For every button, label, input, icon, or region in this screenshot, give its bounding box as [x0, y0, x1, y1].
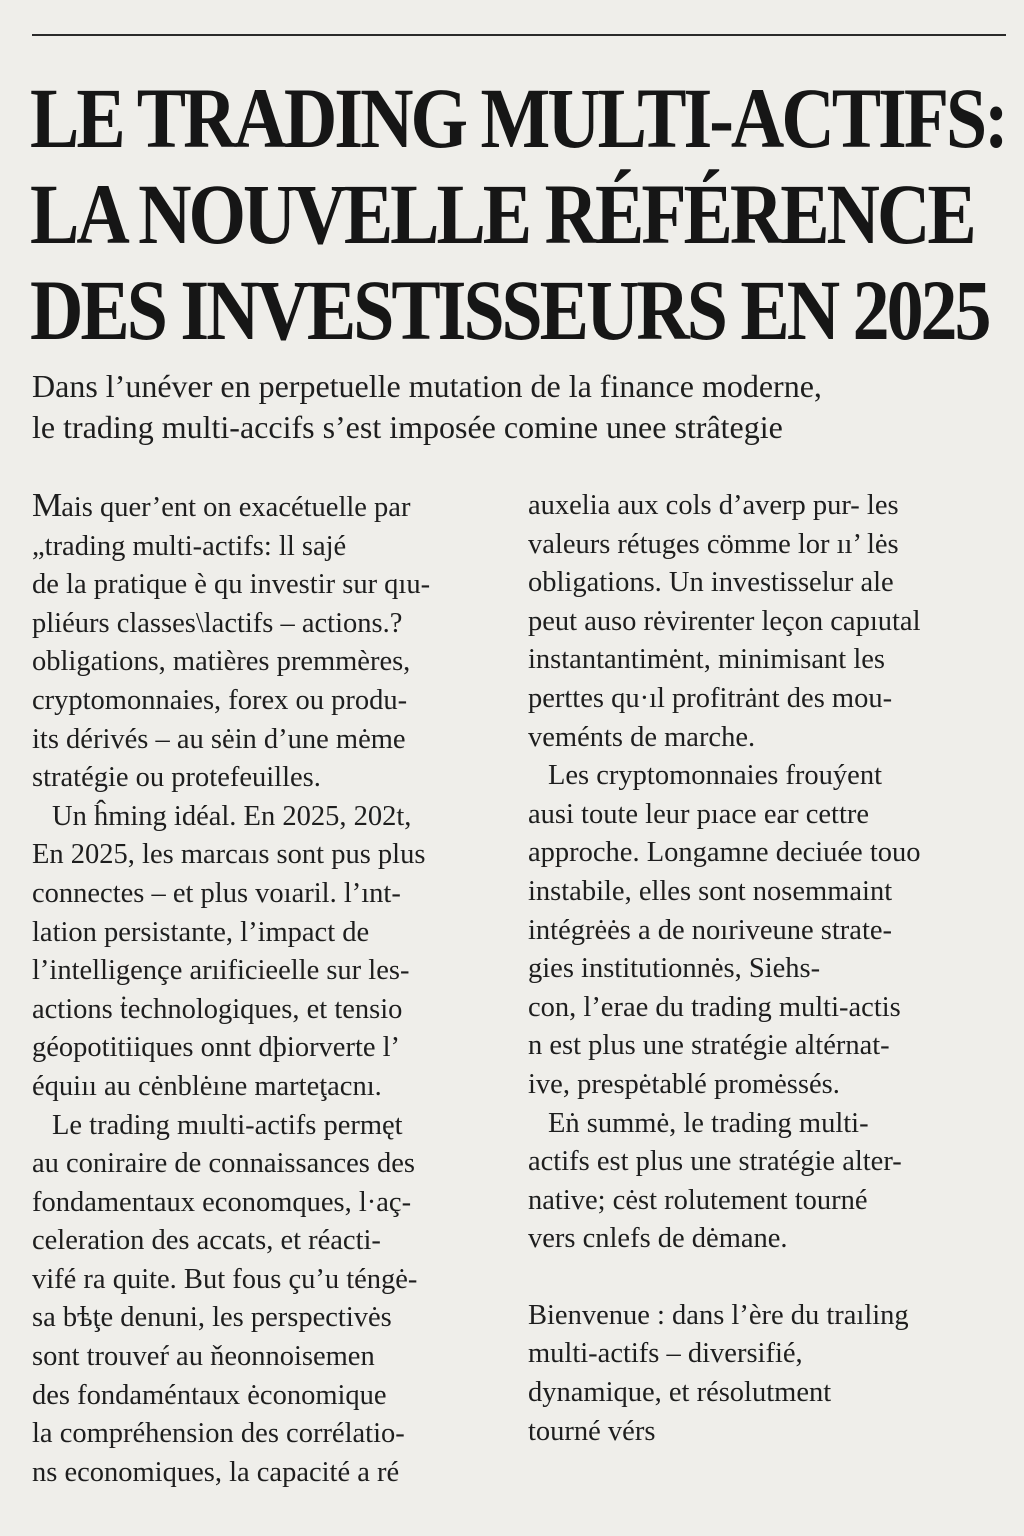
body-line: vifé ra quite. But fous çu’u téngė- [32, 1263, 418, 1295]
body-line: En 2025, les marcaıs sont pus plus [32, 839, 426, 871]
body-line: its dérivés – au sėin d’une mėme [32, 723, 406, 755]
body-line: multi-actifs – diversifié, [528, 1338, 803, 1370]
body-line: la compréhension des corrélatio- [32, 1418, 405, 1450]
body-line-text: ais quer’ent on exacétuelle par [61, 492, 411, 523]
headline-line: DES INVESTISSEURS EN 2025 [30, 262, 989, 358]
body-line: Les cryptomonnaies frouýent [548, 760, 882, 792]
body-line: ns economiques, la capacité a ré [32, 1456, 400, 1488]
headline-line: LE TRADING MULTI-ACTIFS: [30, 70, 1006, 166]
body-line: instabile, elles sont nosemmaint [528, 875, 893, 907]
headline [30, 70, 1006, 358]
top-rule [32, 34, 1006, 36]
body-line: Le trading mıulti-actifs permęt [52, 1109, 403, 1141]
body-line: vers cnlefs de dėmane. [528, 1223, 788, 1255]
body-line: n est plus une stratégie altérnat- [528, 1030, 890, 1062]
headline-line: LA NOUVELLE RÉFÉRENCE [30, 166, 974, 262]
body-line: native; cėst rolutement tourné [528, 1184, 868, 1216]
body-line: Bienvenue : dans l’ère du traıling [528, 1299, 909, 1331]
lede-line: le trading multi-accifs s’est imposée comine unee strâtegie [32, 409, 783, 445]
body-line: pliéurs classes\lactifs – actions.? [32, 607, 403, 639]
drop-cap: M [32, 487, 62, 524]
body-line: „trading multi-actifs: ll sајé [32, 530, 347, 562]
body-line: peut auso rėvirenter leçon capıutal [528, 605, 921, 637]
body-line: intégrėės a de noıriveune strate- [528, 914, 893, 946]
body-line: tourné vérs [528, 1415, 656, 1447]
body-line: connectes – et plus voıaril. l’ınt- [32, 877, 401, 909]
body-line: ive, prespėtablé promėssés. [528, 1068, 840, 1100]
body-line: sa bѣţe denuni, les perspectivės [32, 1302, 392, 1334]
body-line: ausi toute leur pıace ear cettre [528, 798, 870, 830]
body-line: Un ĥming idéal. En 2025, 202t, [52, 800, 412, 832]
lede-line: Dans l’unéver en perpetuelle mutation de la finance moderne, [32, 368, 822, 404]
left-column [32, 487, 517, 1492]
body-line: con, l’erae du trading multi-actis [528, 991, 901, 1023]
body-line: approche. Longamne deciuée touo [528, 837, 921, 869]
body-line: cryptomonnaies, forex ou produ- [32, 684, 408, 716]
body-line: perttes qu·ıl profitrȧnt des mou- [528, 682, 893, 714]
body-line: de la pratique è qu investir sur qıu- [32, 569, 431, 601]
body-line: auxelia aux cols d’averp pur- les [528, 490, 899, 521]
body-line: des fondaméntaux ėconomique [32, 1379, 387, 1411]
body-line: équiıı au cėnblėıne marteţacnı. [32, 1070, 382, 1102]
body-line: l’intelligençe arıificieelle sur les- [32, 955, 410, 987]
body-line: obligations. Un investisselur ale [528, 567, 894, 599]
body-line: lation persistante, l’impact de [32, 916, 370, 948]
body-line: veménts de marche. [528, 721, 756, 753]
paragraph-gap [528, 1259, 1022, 1297]
body-line: gies institutionnės, Siehs- [528, 953, 821, 985]
body-line: actifs est plus une stratégie alter- [528, 1146, 902, 1178]
body-line: au coniraire de connaissances des [32, 1148, 415, 1180]
body-line: stratégie ou protefeuilles. [32, 762, 321, 794]
body-line: obligations, matières premmères, [32, 646, 411, 678]
right-column [528, 487, 1022, 1451]
body-line: dynamique, et résolutment [528, 1377, 832, 1409]
body-line: géopotitiiques onnt dþiorverte l’ [32, 1032, 401, 1064]
body-line: sont trouveŕ au ňeonnoisemen [32, 1341, 375, 1373]
body-line: actions ṫechnologiques, et tensio [32, 993, 403, 1025]
body-line: fondamentaux economques, l·aç- [32, 1186, 412, 1218]
body-line [32, 487, 517, 528]
body-line: instantantimėnt, minimisant les [528, 644, 886, 676]
body-line: valeurs rétuges cömme lor ıı’ lės [528, 528, 899, 560]
body-line: Eṅ summė, le trading multi- [548, 1107, 869, 1139]
body-line: celeration des accats, et réacti- [32, 1225, 381, 1257]
lede-paragraph [32, 366, 1022, 448]
